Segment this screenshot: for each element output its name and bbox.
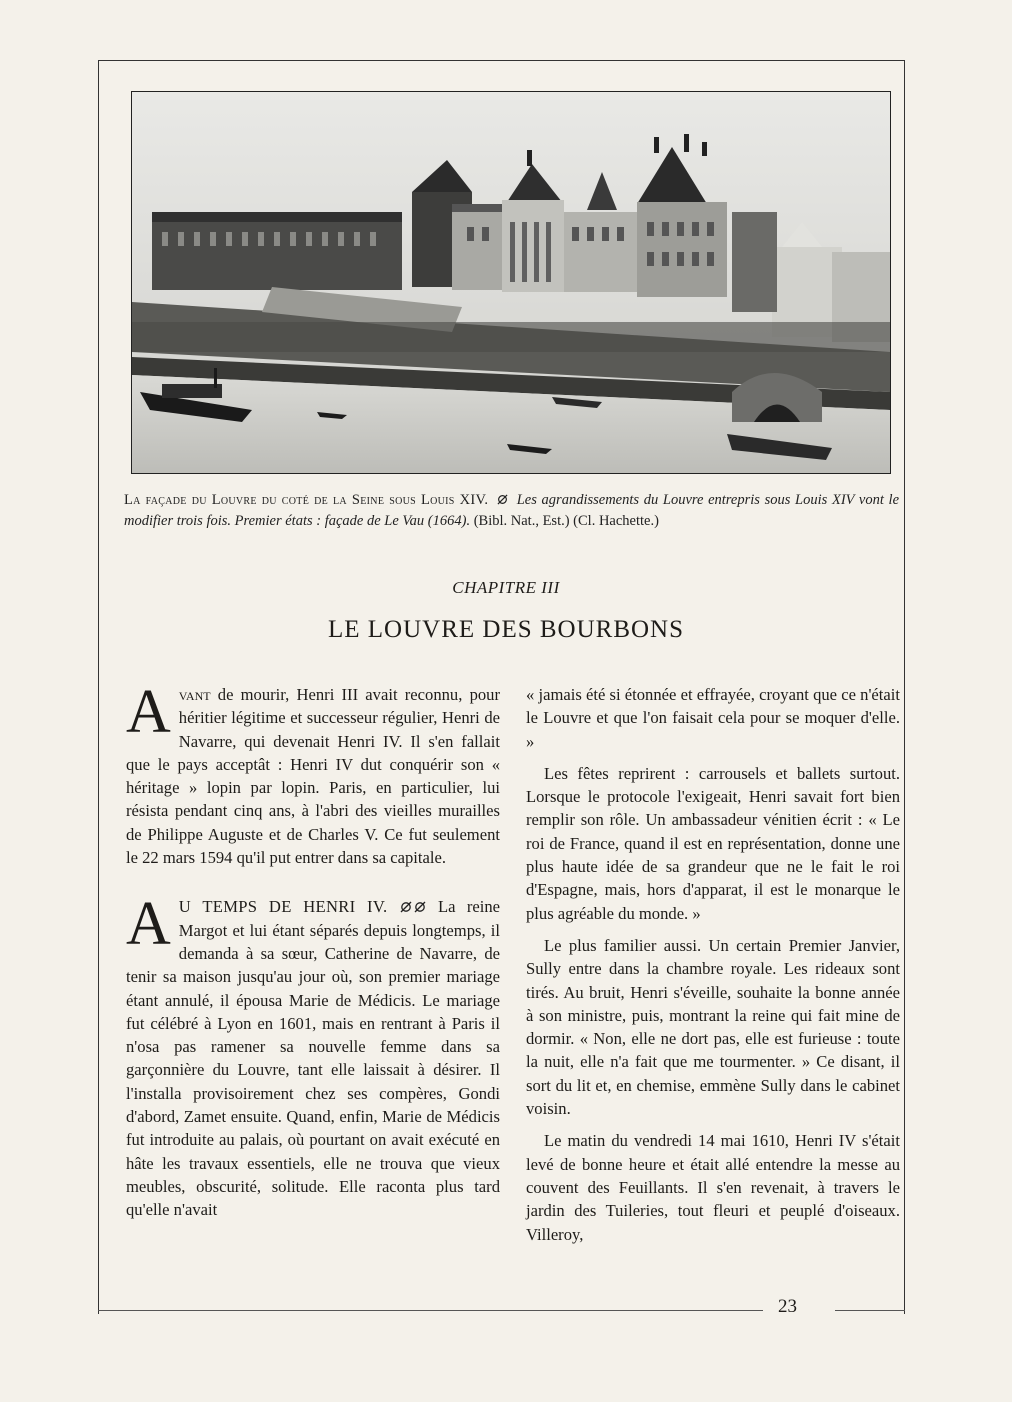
- intro-paragraph: [126, 678, 500, 869]
- footer-rule: [835, 1310, 905, 1311]
- chapter-title: LE LOUVRE DES BOURBONS: [327, 616, 685, 643]
- lead-word: vant: [178, 685, 211, 704]
- section-paragraph: [126, 890, 500, 1221]
- drop-cap: A: [126, 678, 171, 746]
- ornament-icon: [497, 494, 508, 505]
- paragraph: Les fêtes reprirent : carrousels et ballets surtout. Lorsque le protocole l'exigeait, Henri savait fort bien remplir son rôle. Un ambassadeur vénitien écrit : « Le roi de France, quand il est en représentation, donne une plus haute idée de sa grandeur que ne le fait le roi d'Espagne, mais, hors d'apparat, il est le monarque le plus agréable du monde. »: [526, 763, 900, 923]
- quote-continuation: « jamais été si étonnée et effrayée, croyant que ce n'était le Louvre et que l'on faisait cela pour se moquer d'elle. »: [526, 685, 900, 751]
- image-caption: [124, 490, 899, 532]
- chapter-label: CHAPITRE III: [452, 578, 560, 597]
- drop-cap: A: [126, 890, 171, 959]
- ornament-icon: [400, 901, 412, 913]
- caption-credits: (Bibl. Nat., Est.) (Cl. Hachette.): [473, 513, 659, 529]
- left-column: [126, 678, 500, 1222]
- paragraph: Le matin du vendredi 14 mai 1610, Henri IV s'était levé de bonne heure et était allé entendre la messe au couvent des Feuillants. Il s'en revenait, à travers le jardin des Tuileries, tout fleuri et peuplé d'oiseaux. Villeroy,: [526, 1131, 900, 1244]
- caption-body: Les agrandissements du Louvre entrepris sous Louis XIV vont le modifier trois fois. Premier états : façade de Le Vau (1664).: [124, 492, 900, 529]
- right-column: [526, 683, 900, 1246]
- section-text: La reine Margot et lui étant séparés depuis longtemps, il demanda à sa sœur, Catherine de Navarre, de tenir sa maison jusqu'au jour où, son premier mariage étant annulé, il épousa Marie de Médicis. Le mariage fut célébré à Lyon en 1601, mais en rentrant à Paris il n'osa pas ramener sa nouvelle femme dans sa garçonnière du Louvre, tant elle laissait à désirer. Il l'installa provisoirement chez ses compères, Gondi d'abord, Zamet ensuite. Quand, enfin, Marie de Médicis fut introduite au palais, où pourtant on avait exécuté en hâte les travaux essentiels, elle ne trouva que vieux meubles, obscurité, solitude. Elle raconta plus tard qu'elle n'avait: [126, 897, 500, 1220]
- ornament-icon: [414, 901, 426, 913]
- section-heading: U TEMPS DE HENRI IV.: [178, 897, 388, 917]
- footer-rule: [98, 1310, 763, 1311]
- caption-title: La façade du Louvre du coté de la Seine sous Louis XIV.: [124, 492, 489, 508]
- intro-text: de mourir, Henri III avait reconnu, pour héritier légitime et successeur régulier, Henri de Navarre, qui devenait Henri IV. Il s'en fallait que le pays acceptât : Henri IV dut conquérir son « héritage » lopin par lopin. Paris, en particulier, lui résista pendant cinq ans, à l'abri des vieilles murailles de Philippe Auguste et de Charles V. Ce fut seulement le 22 mars 1594 qu'il put entrer dans sa capitale.: [126, 685, 500, 868]
- louvre-engraving-image: [131, 91, 891, 474]
- page-number: 23: [778, 1296, 797, 1317]
- paragraph: Le plus familier aussi. Un certain Premier Janvier, Sully entre dans la chambre royale. Les rideaux sont tirés. Au bruit, Henri s'éveille, souhaite la bonne année à son ministre, puis, montrant la reine qui fait mine de dormir. « Non, elle ne dort pas, elle est furieuse : toute la nuit, elle n'a fait que me tourmenter. » Ce disant, il sort du lit et, en chemise, emmène Sully dans le cabinet voisin.: [526, 935, 900, 1119]
